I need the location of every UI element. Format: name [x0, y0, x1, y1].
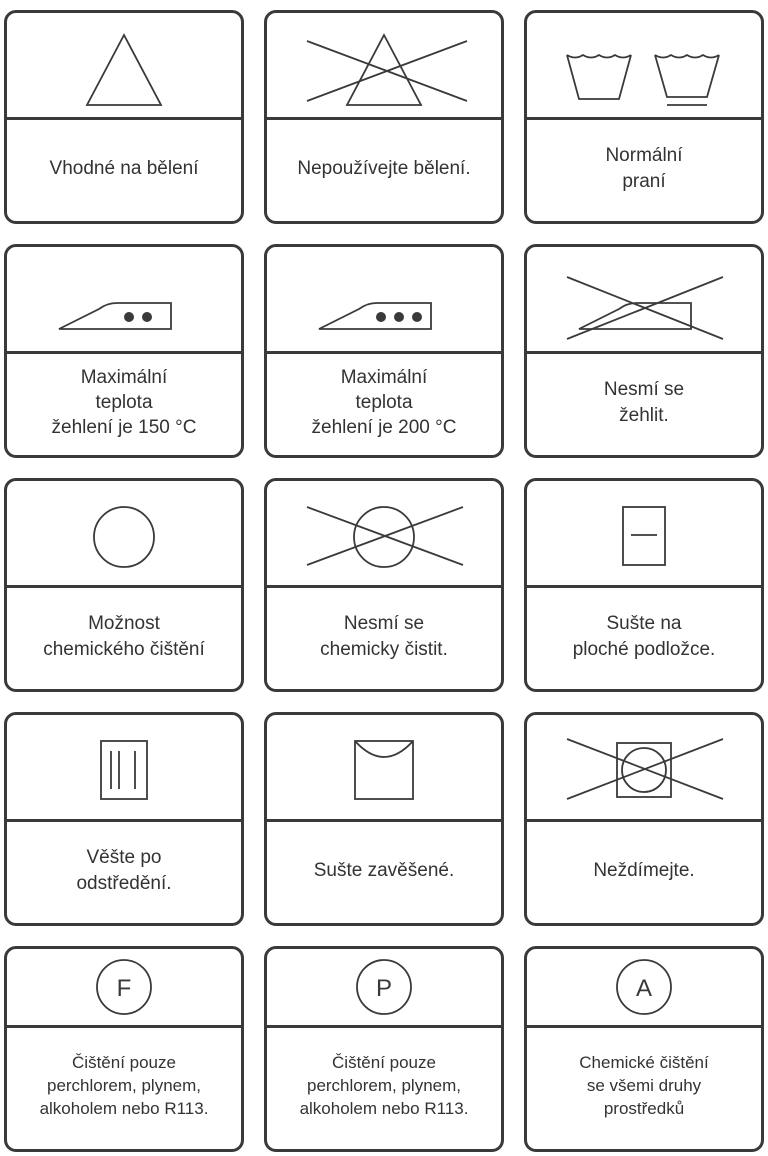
card-label: Čištění pouze perchlorem, plynem, alkoholem nebo R113. [39, 1053, 209, 1118]
symbol-letter: P [375, 975, 393, 1002]
card-dry-clean-p [264, 946, 504, 1152]
card-line-dry [264, 712, 504, 926]
card-label: Maximální teplota žehlení je 200 °C [311, 366, 457, 439]
card-label: Sušte na ploché podložce. [572, 613, 716, 660]
card-dry-clean-a [524, 946, 764, 1152]
symbol-letter: A [635, 975, 653, 1002]
iron-two-dots-icon [7, 247, 241, 351]
card-label: Neždímejte. [593, 859, 695, 881]
crossed-square-circle-icon [527, 715, 761, 819]
iron-three-dots-icon [267, 247, 501, 351]
card-label: Maximální teplota žehlení je 150 °C [51, 366, 197, 439]
card-iron-200 [264, 244, 504, 458]
crossed-circle-icon [267, 481, 501, 585]
card-dry-clean [4, 478, 244, 692]
card-label: Věšte po odstředění. [76, 847, 172, 894]
wash-tub-icon [527, 13, 761, 117]
card-normal-wash [524, 10, 764, 224]
circle-letter-icon [7, 949, 241, 1025]
card-label: Chemické čištění se všemi druhy prostředků [579, 1053, 709, 1118]
card-label: Čištění pouze perchlorem, plynem, alkoholem nebo R113. [299, 1053, 469, 1118]
card-no-wring [524, 712, 764, 926]
card-dry-clean-f [4, 946, 244, 1152]
square-dash-icon [527, 481, 761, 585]
card-bleach-not-allowed [264, 10, 504, 224]
triangle-icon [7, 13, 241, 117]
card-no-dry-clean [264, 478, 504, 692]
circle-letter-icon [267, 949, 501, 1025]
card-bleach-allowed [4, 10, 244, 224]
card-label: Nesmí se chemicky čistit. [320, 613, 448, 660]
card-label: Nepoužívejte bělení. [297, 157, 471, 179]
circle-icon [7, 481, 241, 585]
symbol-letter: F [116, 975, 132, 1002]
card-label: Sušte zavěšené. [313, 859, 455, 881]
crossed-iron-icon [527, 247, 761, 351]
circle-letter-icon [527, 949, 761, 1025]
card-label: Možnost chemického čištění [43, 613, 205, 660]
card-dry-flat [524, 478, 764, 692]
card-hang-after-spin [4, 712, 244, 926]
square-lines-icon [7, 715, 241, 819]
card-label: Vhodné na bělení [49, 157, 199, 179]
card-label: Nesmí se žehlit. [603, 379, 685, 426]
card-iron-150 [4, 244, 244, 458]
card-no-ironing [524, 244, 764, 458]
crossed-triangle-icon [267, 13, 501, 117]
card-label: Normální praní [605, 145, 683, 192]
square-curve-icon [267, 715, 501, 819]
